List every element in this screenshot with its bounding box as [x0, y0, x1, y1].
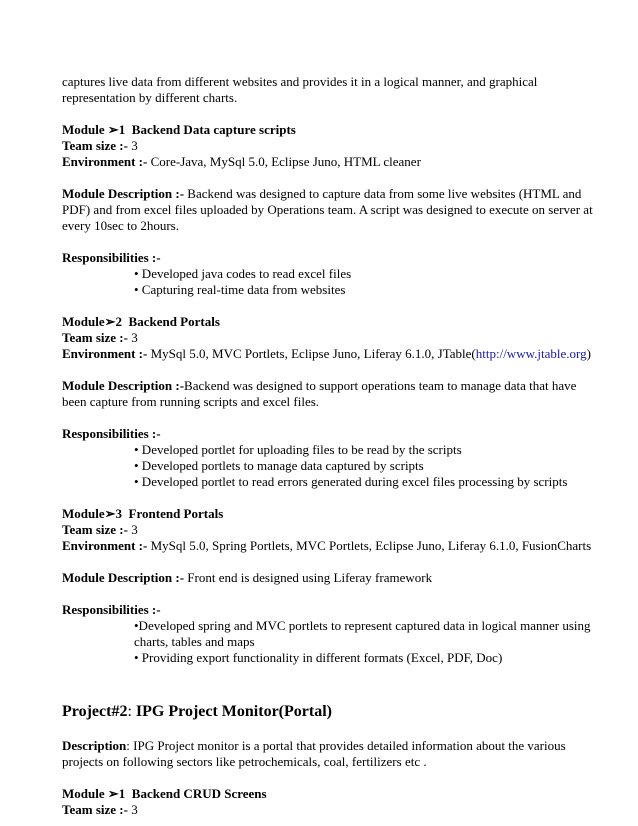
- list-item: • Developed portlets to manage data captured by scripts: [134, 458, 424, 473]
- intro-paragraph: captures live data from different websites and provides it in a logical manner, and graphical representation by different charts.: [62, 74, 538, 105]
- module-1-environment: Environment :- Core-Java, MySql 5.0, Eclipse Juno, HTML cleaner: [62, 154, 421, 169]
- module-3-description: Module Description :- Front end is designed using Liferay framework: [62, 570, 433, 585]
- list-item: • Providing export functionality in different formats (Excel, PDF, Doc): [134, 650, 503, 665]
- arrow-icon: ➢: [107, 122, 119, 137]
- module-3-responsibilities: [62, 618, 598, 666]
- module-2-heading: Module➢2 Backend Portals: [62, 314, 220, 329]
- arrow-icon: ➢: [104, 314, 116, 329]
- module-2-responsibilities-label: Responsibilities :-: [62, 426, 161, 441]
- project-2-description: Description: IPG Project monitor is a portal that provides detailed information about the various projects on following sectors like petrochemicals, coal, fertilizers etc .: [62, 738, 566, 769]
- project-2-module-1-heading: Module ➢1 Backend CRUD Screens: [62, 786, 267, 801]
- arrow-icon: ➢: [104, 506, 116, 521]
- jtable-link[interactable]: http://www.jtable.org: [475, 346, 587, 361]
- module-2-responsibilities: [62, 442, 598, 490]
- module-1-description: Module Description :- Backend was designed to capture data from some live websites (HTML and PDF) and from excel files uploaded by Operations team. A script was designed to execute on server at every 10sec to 2hours.: [62, 186, 593, 233]
- module-3-responsibilities-label: Responsibilities :-: [62, 602, 161, 617]
- list-item: • Developed portlet for uploading files to be read by the scripts: [134, 442, 462, 457]
- project-2-module-1-team-size: Team size :- 3: [62, 802, 138, 817]
- module-1-heading: Module ➢1 Backend Data capture scripts: [62, 122, 296, 137]
- module-2-team-size: Team size :- 3: [62, 330, 138, 345]
- module-1-team-size: Team size :- 3: [62, 138, 138, 153]
- module-3-team-size: Team size :- 3: [62, 522, 138, 537]
- module-2-environment: Environment :- MySql 5.0, MVC Portlets, Eclipse Juno, Liferay 6.1.0, JTable(http://www.jtable.org): [62, 346, 591, 361]
- arrow-icon: ➢: [107, 786, 119, 801]
- list-item: •Developed spring and MVC portlets to represent captured data in logical manner using charts, tables and maps: [134, 618, 591, 649]
- list-item: • Capturing real-time data from websites: [134, 282, 346, 297]
- module-3-heading: Module➢3 Frontend Portals: [62, 506, 224, 521]
- module-3-environment: Environment :- MySql 5.0, Spring Portlets, MVC Portlets, Eclipse Juno, Liferay 6.1.0, FusionCharts: [62, 538, 592, 553]
- list-item: • Developed java codes to read excel files: [134, 266, 352, 281]
- module-1-responsibilities: [62, 266, 598, 298]
- module-2-description: Module Description :-Backend was designed to support operations team to manage data that have been capture from running scripts and excel files.: [62, 378, 577, 409]
- module-1-responsibilities-label: Responsibilities :-: [62, 250, 161, 265]
- list-item: • Developed portlet to read errors generated during excel files processing by scripts: [134, 474, 568, 489]
- project-2-title: Project#2: IPG Project Monitor(Portal): [62, 703, 332, 720]
